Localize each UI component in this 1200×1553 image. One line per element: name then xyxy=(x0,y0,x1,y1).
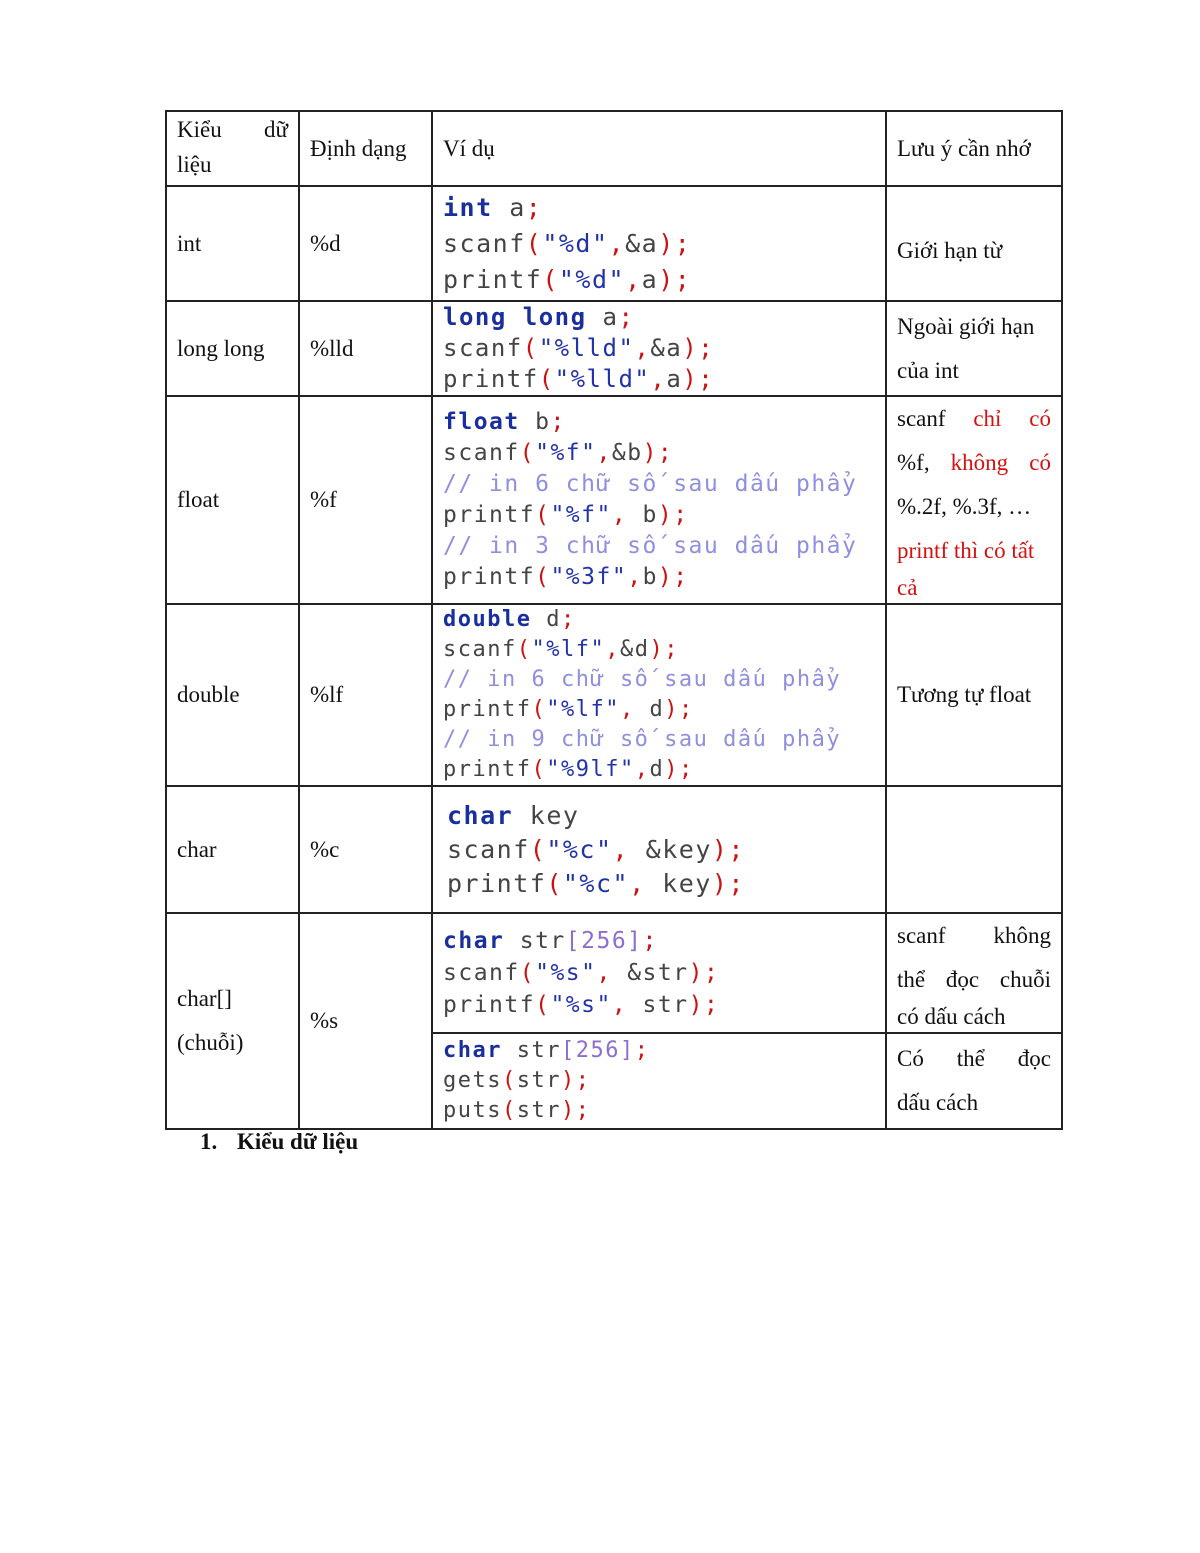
code-cell xyxy=(432,1033,886,1129)
code-line xyxy=(443,1096,875,1126)
row-double xyxy=(166,604,1062,786)
code-line xyxy=(447,833,875,867)
code-line xyxy=(443,364,875,395)
code-token: printf xyxy=(443,365,539,393)
code-token: &str xyxy=(611,960,689,986)
code-token: ( xyxy=(535,564,551,590)
code-token: b xyxy=(627,502,658,528)
type-cell: int xyxy=(166,186,299,301)
code-token: ; xyxy=(642,928,658,954)
code-token: ( xyxy=(525,228,543,258)
note-cell xyxy=(886,913,1062,1033)
code-line xyxy=(443,531,875,562)
code-token: ; xyxy=(560,607,576,632)
type-cell: char xyxy=(166,786,299,913)
note-word: thể xyxy=(956,1046,985,1071)
code-token: "%s" xyxy=(535,960,597,986)
code-token: "%f" xyxy=(550,502,612,528)
code-token: // in 6 chữ số sau dấu phẩy xyxy=(443,667,842,692)
code-token: key xyxy=(513,800,580,830)
note-line xyxy=(897,958,1051,1002)
code-token: d xyxy=(634,697,665,722)
note-line xyxy=(897,1037,1051,1081)
code-token: str xyxy=(516,1068,561,1093)
code-token: , xyxy=(634,334,651,362)
code-token: ; xyxy=(634,1038,650,1063)
code-token: , xyxy=(611,992,628,1018)
code-token: "%lld" xyxy=(538,334,635,362)
note-word: scanf xyxy=(897,923,946,948)
code-token: "%s" xyxy=(550,992,612,1018)
code-token: ; xyxy=(618,303,635,331)
code-token: ); xyxy=(560,1068,591,1093)
code-token: char xyxy=(447,800,514,830)
code-token: a xyxy=(641,264,659,294)
code-token: ( xyxy=(535,502,551,528)
code-token: printf xyxy=(443,502,536,528)
note-word: có xyxy=(1029,406,1051,431)
code-token: printf xyxy=(443,697,532,722)
code-token: , xyxy=(608,228,626,258)
code-token: &a xyxy=(650,334,683,362)
note-cell xyxy=(886,186,1062,301)
code-cell xyxy=(432,186,886,301)
code-token: // in 3 chữ số sau dấu phẩy xyxy=(443,533,858,559)
code-line xyxy=(443,190,875,226)
code-token: "%lld" xyxy=(554,365,651,393)
code-token: ); xyxy=(658,264,692,294)
code-token: int xyxy=(443,192,493,222)
code-token: "%lf" xyxy=(531,637,606,662)
code-token: [256] xyxy=(560,1038,635,1063)
type-cell: double xyxy=(166,604,299,786)
code-token: , xyxy=(629,868,646,898)
code-token: ); xyxy=(711,868,745,898)
code-token: &a xyxy=(625,228,659,258)
note-line: dấu cách xyxy=(897,1090,979,1115)
note-word: không xyxy=(993,923,1051,948)
code-line xyxy=(443,226,875,262)
type-cell xyxy=(166,913,299,1129)
code-token: scanf xyxy=(443,440,520,466)
code-token: "%d" xyxy=(542,228,609,258)
code-token: str xyxy=(504,928,566,954)
note-word: Có xyxy=(897,1046,924,1071)
code-token: b xyxy=(642,564,658,590)
header-type xyxy=(166,111,299,186)
code-token: ); xyxy=(642,440,674,466)
code-token: ); xyxy=(682,334,715,362)
code-token: puts xyxy=(443,1098,502,1123)
code-line xyxy=(443,1066,875,1096)
code-token: a xyxy=(492,192,526,222)
format-cell: %lf xyxy=(299,604,432,786)
format-cell: %c xyxy=(299,786,432,913)
note-line: cả xyxy=(897,575,918,600)
note-word: scanf xyxy=(897,406,946,431)
heading-text: Kiểu dữ liệu xyxy=(237,1129,359,1154)
code-line xyxy=(443,925,875,957)
code-token: ); xyxy=(560,1098,591,1123)
code-token: , xyxy=(627,564,643,590)
heading-number: 1. xyxy=(200,1129,218,1154)
code-line xyxy=(447,867,875,901)
code-token: ( xyxy=(531,697,547,722)
code-token: ( xyxy=(529,834,547,864)
type-line: (chuỗi) xyxy=(177,1030,244,1055)
code-token: char xyxy=(443,928,505,954)
code-token: ); xyxy=(682,365,715,393)
code-cell xyxy=(432,786,886,913)
type-cell: long long xyxy=(166,301,299,396)
code-token: , xyxy=(611,502,628,528)
code-token: ); xyxy=(711,834,745,864)
code-token: ( xyxy=(501,1098,517,1123)
code-cell xyxy=(432,913,886,1033)
code-block xyxy=(443,190,875,298)
code-line xyxy=(447,799,875,833)
note-word: có xyxy=(1029,450,1051,475)
code-token: ( xyxy=(501,1068,517,1093)
note-line: %.2f, %.3f, … xyxy=(897,494,1032,519)
code-token: ( xyxy=(516,637,532,662)
note-line: có dấu cách xyxy=(897,1004,1006,1029)
note-word: chuỗi xyxy=(999,967,1051,992)
code-token: printf xyxy=(447,868,547,898)
code-block xyxy=(443,605,875,785)
type-cell: float xyxy=(166,396,299,604)
code-token: ); xyxy=(649,637,679,662)
code-line xyxy=(443,333,875,364)
note-line: Giới hạn từ xyxy=(897,237,1003,263)
code-line xyxy=(443,605,875,635)
data-types-table xyxy=(165,110,1063,1130)
code-line xyxy=(443,989,875,1021)
code-token: "%f" xyxy=(535,440,597,466)
type-line: char[] xyxy=(177,986,232,1011)
note-cell xyxy=(886,396,1062,604)
code-cell xyxy=(432,604,886,786)
note-word: đọc xyxy=(945,967,980,992)
code-token: ( xyxy=(519,960,536,986)
code-line xyxy=(443,725,875,755)
note-line: printf thì có tất xyxy=(897,538,1035,563)
code-token: "%lf" xyxy=(546,697,620,722)
note-word: %f, xyxy=(897,450,930,475)
code-line xyxy=(443,695,875,725)
code-block xyxy=(443,407,875,593)
code-token: ( xyxy=(535,992,551,1018)
note-word: thể xyxy=(897,967,926,992)
code-token: ( xyxy=(542,264,559,294)
format-cell: %d xyxy=(299,186,432,301)
code-token: printf xyxy=(443,264,543,294)
note-line xyxy=(897,441,1051,485)
code-token: scanf xyxy=(443,960,520,986)
code-token: [256] xyxy=(565,928,643,954)
code-token: , xyxy=(596,440,612,466)
note-line xyxy=(897,397,1051,441)
code-token: , xyxy=(596,960,612,986)
code-token: &b xyxy=(611,440,643,466)
code-token: // in 9 chữ số sau dấu phẩy xyxy=(443,727,842,752)
code-token: ); xyxy=(688,992,720,1018)
header-type-word1: Kiểu xyxy=(177,116,222,142)
code-token: , xyxy=(619,697,635,722)
code-token: "%c" xyxy=(562,868,630,898)
code-line xyxy=(443,407,875,438)
note-cell xyxy=(886,301,1062,396)
code-token: printf xyxy=(443,992,536,1018)
code-token: "%9lf" xyxy=(546,757,635,782)
code-block xyxy=(443,302,875,395)
code-token: ( xyxy=(519,440,536,466)
header-example: Ví dụ xyxy=(432,111,886,186)
code-token: ( xyxy=(538,365,555,393)
code-token: , xyxy=(650,365,667,393)
header-type-word2: dữ xyxy=(264,116,288,142)
row-string xyxy=(166,913,1062,1033)
header-note: Lưu ý cần nhớ xyxy=(886,111,1062,186)
header-format: Định dạng xyxy=(299,111,432,186)
format-cell: %s xyxy=(299,913,432,1129)
code-line xyxy=(443,438,875,469)
code-line xyxy=(443,469,875,500)
code-token: "%d" xyxy=(558,264,626,294)
code-block xyxy=(443,925,875,1021)
section-heading xyxy=(200,1124,358,1160)
format-cell: %lld xyxy=(299,301,432,396)
note-word: đọc xyxy=(1017,1046,1051,1071)
code-token: ; xyxy=(525,192,543,222)
note-line xyxy=(897,914,1051,958)
code-line xyxy=(443,635,875,665)
code-line xyxy=(443,500,875,531)
code-token: scanf xyxy=(443,334,523,362)
code-line xyxy=(443,262,875,298)
code-token: printf xyxy=(443,757,532,782)
code-token: str xyxy=(516,1098,561,1123)
row-long-long xyxy=(166,301,1062,396)
code-token: ( xyxy=(546,868,563,898)
code-cell xyxy=(432,301,886,396)
code-token: scanf xyxy=(447,834,530,864)
code-token: str xyxy=(501,1038,561,1063)
code-token: a xyxy=(666,365,683,393)
code-token: b xyxy=(519,409,551,435)
note-cell xyxy=(886,786,1062,913)
header-type-word3: liệu xyxy=(177,151,212,177)
code-token: "%3f" xyxy=(550,564,628,590)
code-token: , xyxy=(634,757,650,782)
code-token: , xyxy=(625,264,642,294)
code-line xyxy=(443,562,875,593)
note-word: chỉ xyxy=(973,406,1002,431)
code-token: , xyxy=(605,637,620,662)
note-line: Ngoài giới hạn xyxy=(897,313,1035,339)
code-token: ; xyxy=(550,409,566,435)
row-int xyxy=(166,186,1062,301)
code-token: ); xyxy=(664,697,694,722)
code-line xyxy=(443,957,875,989)
code-token: // in 6 chữ số sau dấu phẩy xyxy=(443,471,858,497)
note-cell xyxy=(886,604,1062,786)
row-char xyxy=(166,786,1062,913)
code-token: d xyxy=(649,757,665,782)
code-token: long long xyxy=(443,303,587,331)
code-token: scanf xyxy=(443,228,526,258)
code-token: gets xyxy=(443,1068,502,1093)
code-token: ); xyxy=(688,960,720,986)
code-token: printf xyxy=(443,564,536,590)
code-line xyxy=(443,1036,875,1066)
code-block xyxy=(443,799,875,901)
note-cell xyxy=(886,1033,1062,1129)
code-token: float xyxy=(443,409,520,435)
code-token: ( xyxy=(522,334,539,362)
code-line xyxy=(443,665,875,695)
code-token: scanf xyxy=(443,637,517,662)
row-float xyxy=(166,396,1062,604)
code-token: str xyxy=(627,992,689,1018)
header-row xyxy=(166,111,1062,186)
code-token: key xyxy=(645,868,712,898)
note-line: Tương tự float xyxy=(897,682,1032,707)
code-token: &key xyxy=(629,834,712,864)
code-line xyxy=(443,755,875,785)
note-line: của int xyxy=(897,357,959,383)
code-block xyxy=(443,1036,875,1126)
code-token: double xyxy=(443,607,532,632)
code-cell xyxy=(432,396,886,604)
code-token: ); xyxy=(664,757,694,782)
code-line xyxy=(443,302,875,333)
code-token: char xyxy=(443,1038,502,1063)
code-token: ( xyxy=(531,757,547,782)
code-token: ); xyxy=(657,502,689,528)
code-token: "%c" xyxy=(546,834,613,864)
code-token: , xyxy=(612,834,630,864)
code-token: d xyxy=(531,607,561,632)
code-token: ); xyxy=(657,564,689,590)
code-token: &d xyxy=(619,637,650,662)
format-cell: %f xyxy=(299,396,432,604)
note-word: không xyxy=(950,450,1009,475)
code-token: a xyxy=(586,303,619,331)
code-token: ); xyxy=(658,228,692,258)
